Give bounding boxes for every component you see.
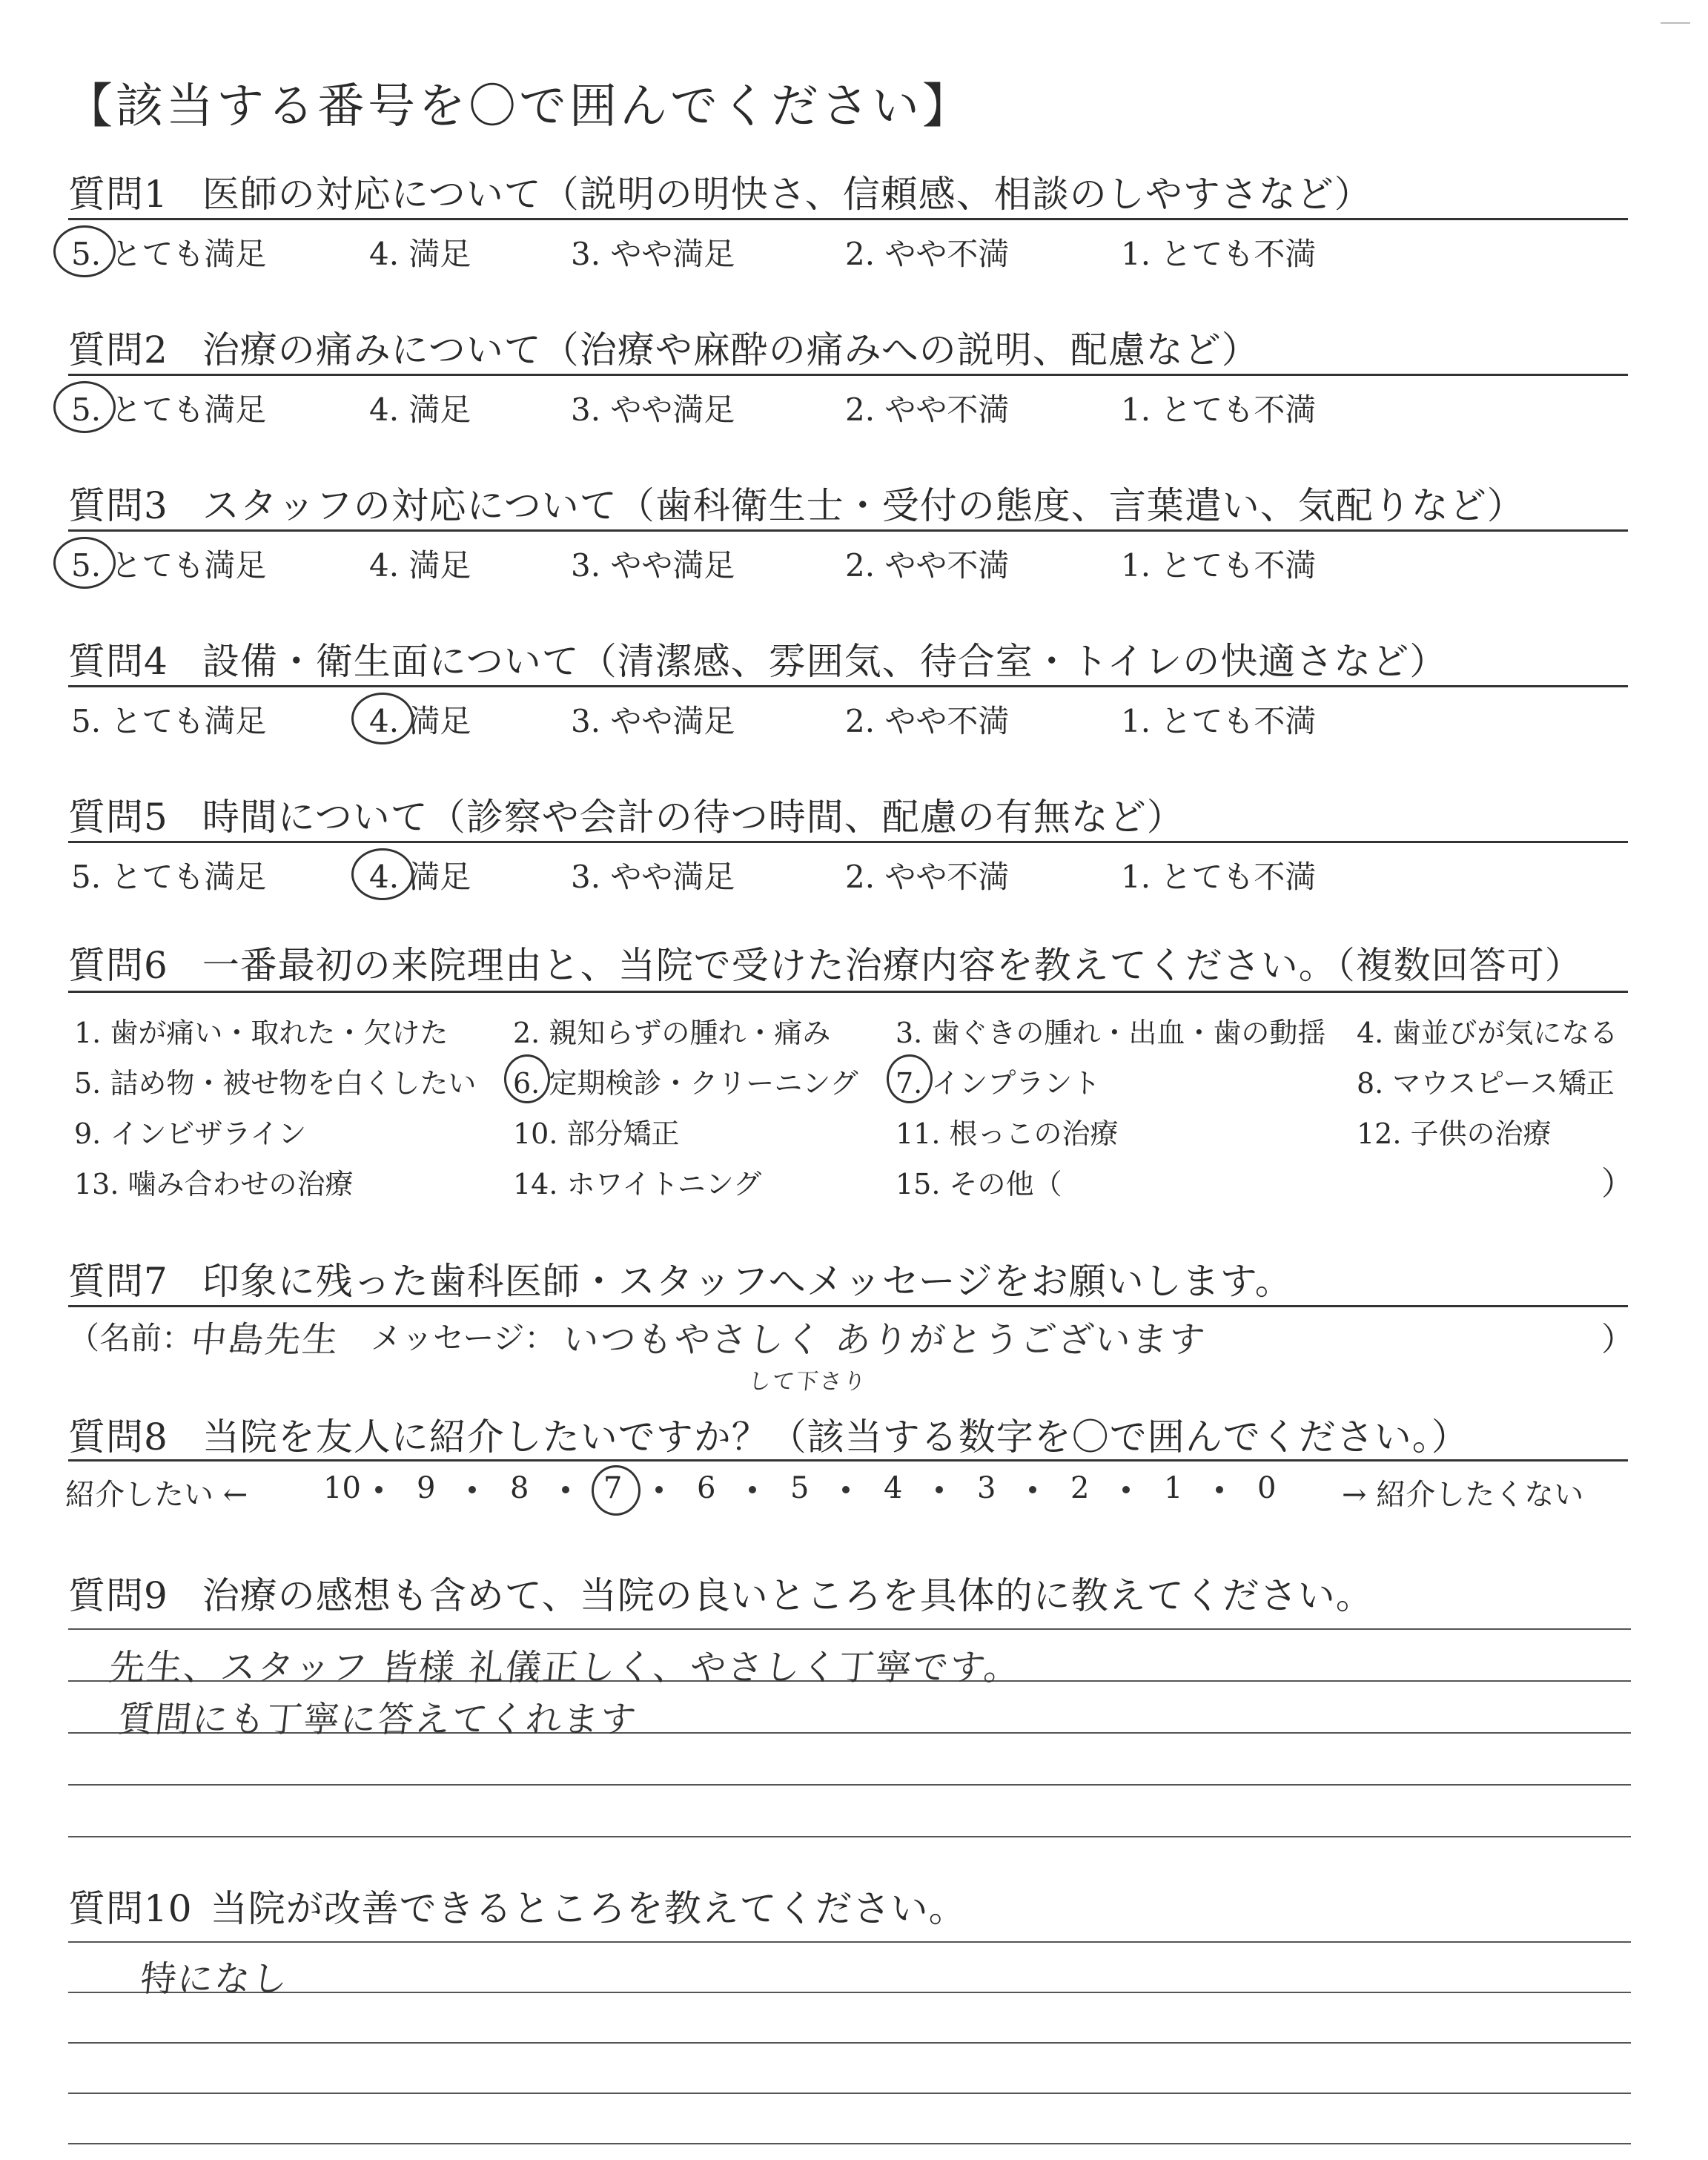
q8-scale-9[interactable]: 9 <box>417 1471 436 1505</box>
q7-close-paren: ） <box>1601 1321 1634 1358</box>
q8-label: 質問8 <box>68 1416 168 1459</box>
q10-line-4 <box>68 2093 1631 2094</box>
q7-message-insert: して下さり <box>747 1369 869 1395</box>
q2-option-4[interactable]: 4. 満足 <box>369 392 471 428</box>
q6-choice-12[interactable]: 12. 子供の治療 <box>1357 1117 1552 1150</box>
q6-choice-13[interactable]: 13. 噛み合わせの治療 <box>74 1168 354 1200</box>
q4-option-5[interactable]: 5. とても満足 <box>71 703 267 739</box>
q8-scale-dot <box>1029 1486 1036 1493</box>
q4-selection-circle <box>351 693 414 744</box>
q8-scale-dot <box>469 1486 476 1493</box>
q5-text: 時間について（診察や会計の待つ時間、配慮の有無など） <box>202 796 1185 839</box>
q1-option-1[interactable]: 1. とても不満 <box>1121 236 1317 272</box>
q6-choice-4[interactable]: 4. 歯並びが気になる <box>1357 1017 1618 1049</box>
q6-title <box>68 936 1583 989</box>
q10-answer-line-1: 特になし <box>138 1958 291 2000</box>
q8-left-label: 紹介したい ← <box>65 1478 248 1512</box>
q10-line-1 <box>68 1941 1631 1943</box>
q2-label: 質問2 <box>68 328 168 371</box>
q5-title <box>68 787 1185 841</box>
q7-name-label: （名前： <box>68 1320 193 1356</box>
q2-selection-circle <box>53 381 116 433</box>
q8-scale-dot <box>1122 1486 1130 1493</box>
q1-selection-circle <box>53 225 116 277</box>
q2-rule <box>68 374 1628 376</box>
q3-option-2[interactable]: 2. やや不満 <box>845 547 1010 584</box>
q3-option-3[interactable]: 3. やや満足 <box>571 547 735 584</box>
q8-scale-8[interactable]: 8 <box>510 1471 529 1505</box>
q4-title <box>68 632 1447 685</box>
q2-title <box>68 320 1260 374</box>
q6-label: 質問6 <box>68 944 168 987</box>
q9-line-1 <box>68 1628 1631 1630</box>
q8-scale-0[interactable]: 0 <box>1257 1471 1277 1505</box>
q4-rule <box>68 685 1628 687</box>
q3-text: スタッフの対応について（歯科衛生士・受付の態度、言葉遣い、気配りなど） <box>202 484 1525 527</box>
q10-line-5 <box>68 2143 1631 2144</box>
q8-scale-dot <box>1216 1486 1223 1493</box>
q6-text: 一番最初の来院理由と、当院で受けた治療内容を教えてください。（複数回答可） <box>202 944 1583 987</box>
q5-rule <box>68 841 1628 843</box>
q8-right-label: → 紹介したくない <box>1342 1478 1584 1512</box>
q10-title <box>68 1879 967 1932</box>
q7-name-value: 中島先生 <box>188 1319 342 1361</box>
q9-label: 質問9 <box>68 1574 168 1617</box>
q2-option-3[interactable]: 3. やや満足 <box>571 392 735 428</box>
q3-title <box>68 476 1525 529</box>
q8-scale-dot <box>842 1486 850 1493</box>
q8-scale-4[interactable]: 4 <box>884 1471 903 1505</box>
q6-selection-circle-7 <box>887 1054 933 1103</box>
q6-choice-1[interactable]: 1. 歯が痛い・取れた・欠けた <box>74 1017 448 1049</box>
q9-line-5 <box>68 1836 1631 1837</box>
q1-option-4[interactable]: 4. 満足 <box>369 236 471 272</box>
q8-scale-dot <box>655 1486 663 1493</box>
q1-rule <box>68 218 1628 220</box>
q8-scale-7[interactable]: 7 <box>603 1471 623 1505</box>
q3-label: 質問3 <box>68 484 168 527</box>
q7-rule <box>68 1305 1628 1307</box>
q5-option-3[interactable]: 3. やや満足 <box>571 859 735 895</box>
q5-option-1[interactable]: 1. とても不満 <box>1121 859 1317 895</box>
q2-option-2[interactable]: 2. やや不満 <box>845 392 1010 428</box>
q1-text: 医師の対応について（説明の明快さ、信頼感、相談のしやすさなど） <box>202 173 1372 216</box>
q7-message-value: いつもやさしく ありがとうございます <box>560 1319 1208 1361</box>
q8-rule <box>68 1459 1628 1462</box>
q8-scale-dot <box>936 1486 943 1493</box>
q6-rule <box>68 991 1628 993</box>
q6-choice-14[interactable]: 14. ホワイトニング <box>513 1168 762 1200</box>
q4-option-3[interactable]: 3. やや満足 <box>571 703 735 739</box>
q8-scale-dot <box>375 1486 383 1493</box>
q5-selection-circle <box>351 848 414 900</box>
scan-edge-mark <box>1661 22 1690 24</box>
q2-text: 治療の痛みについて（治療や麻酔の痛みへの説明、配慮など） <box>202 328 1260 371</box>
q8-scale-dot <box>749 1486 756 1493</box>
q9-answer-line-1: 先生、スタッフ 皆様 礼儀正しく、やさしく丁寧です。 <box>107 1647 1024 1688</box>
q4-option-2[interactable]: 2. やや不満 <box>845 703 1010 739</box>
q6-choice-15[interactable]: 15. その他（ <box>896 1168 1062 1200</box>
q5-option-5[interactable]: 5. とても満足 <box>71 859 267 895</box>
q7-text: 印象に残った歯科医師・スタッフへメッセージをお願いします。 <box>202 1260 1293 1303</box>
q4-label: 質問4 <box>68 640 168 683</box>
q8-scale-dot <box>562 1486 569 1493</box>
q9-title <box>68 1566 1374 1619</box>
q8-scale-6[interactable]: 6 <box>697 1471 716 1505</box>
q4-text: 設備・衛生面について（清潔感、雰囲気、待合室・トイレの快適さなど） <box>202 640 1448 683</box>
q2-option-5[interactable]: 5. とても満足 <box>71 392 267 428</box>
q4-option-4[interactable]: 4. 満足 <box>369 703 471 739</box>
q10-label: 質問10 <box>68 1887 193 1930</box>
q2-option-1[interactable]: 1. とても不満 <box>1121 392 1317 428</box>
q8-text: 当院を友人に紹介したいですか？（該当する数字を〇で囲んでください。） <box>202 1416 1469 1459</box>
q1-option-5[interactable]: 5. とても満足 <box>71 236 267 272</box>
q6-choice-8[interactable]: 8. マウスピース矯正 <box>1357 1067 1615 1100</box>
q5-label: 質問5 <box>68 796 168 839</box>
q3-option-5[interactable]: 5. とても満足 <box>71 547 267 584</box>
q3-rule <box>68 529 1628 532</box>
q8-selection-circle <box>592 1465 640 1516</box>
q1-title <box>68 165 1372 218</box>
q3-option-1[interactable]: 1. とても不満 <box>1121 547 1317 584</box>
q1-option-3[interactable]: 3. やや満足 <box>571 236 735 272</box>
q6-choice-2[interactable]: 2. 親知らずの腫れ・痛み <box>513 1017 831 1049</box>
q8-scale-10[interactable]: 10 <box>323 1471 361 1505</box>
q10-line-2 <box>68 1992 1631 1993</box>
q6-selection-circle-6 <box>504 1054 550 1103</box>
q8-scale-3[interactable]: 3 <box>977 1471 996 1505</box>
q9-text: 治療の感想も含めて、当院の良いところを具体的に教えてください。 <box>202 1574 1374 1617</box>
q6-choice-9[interactable]: 9. インビザライン <box>74 1117 307 1150</box>
q5-option-4[interactable]: 4. 満足 <box>369 859 471 895</box>
form-title: 【該当する番号を〇で囲んでください】 <box>65 79 973 134</box>
q6-close-paren: ） <box>1601 1165 1634 1203</box>
q5-option-2[interactable]: 2. やや不満 <box>845 859 1010 895</box>
q9-line-4 <box>68 1784 1631 1786</box>
q4-option-1[interactable]: 1. とても不満 <box>1121 703 1317 739</box>
q1-label: 質問1 <box>68 173 168 216</box>
q6-choice-11[interactable]: 11. 根っこの治療 <box>896 1117 1119 1150</box>
q6-choice-6[interactable]: 6. 定期検診・クリーニング <box>513 1067 858 1100</box>
q3-option-4[interactable]: 4. 満足 <box>369 547 471 584</box>
q7-title <box>68 1252 1293 1305</box>
q6-choice-5[interactable]: 5. 詰め物・被せ物を白くしたい <box>74 1067 477 1100</box>
q8-scale-2[interactable]: 2 <box>1070 1471 1090 1505</box>
q8-scale-5[interactable]: 5 <box>790 1471 810 1505</box>
q8-scale-1[interactable]: 1 <box>1164 1471 1183 1505</box>
q8-title <box>68 1407 1469 1461</box>
q10-line-3 <box>68 2042 1631 2044</box>
q10-text: 当院が改善できるところを教えてください。 <box>210 1887 967 1930</box>
q9-answer-line-2: 質問にも丁寧に答えてくれます <box>116 1699 640 1740</box>
q6-choice-10[interactable]: 10. 部分矯正 <box>513 1117 680 1150</box>
q6-choice-3[interactable]: 3. 歯ぐきの腫れ・出血・歯の動揺 <box>896 1017 1326 1049</box>
q7-message-label: メッセージ： <box>371 1320 556 1356</box>
q7-label: 質問7 <box>68 1260 168 1303</box>
q6-choice-7[interactable]: 7. インプラント <box>896 1067 1101 1100</box>
q3-selection-circle <box>53 537 116 589</box>
q1-option-2[interactable]: 2. やや不満 <box>845 236 1010 272</box>
